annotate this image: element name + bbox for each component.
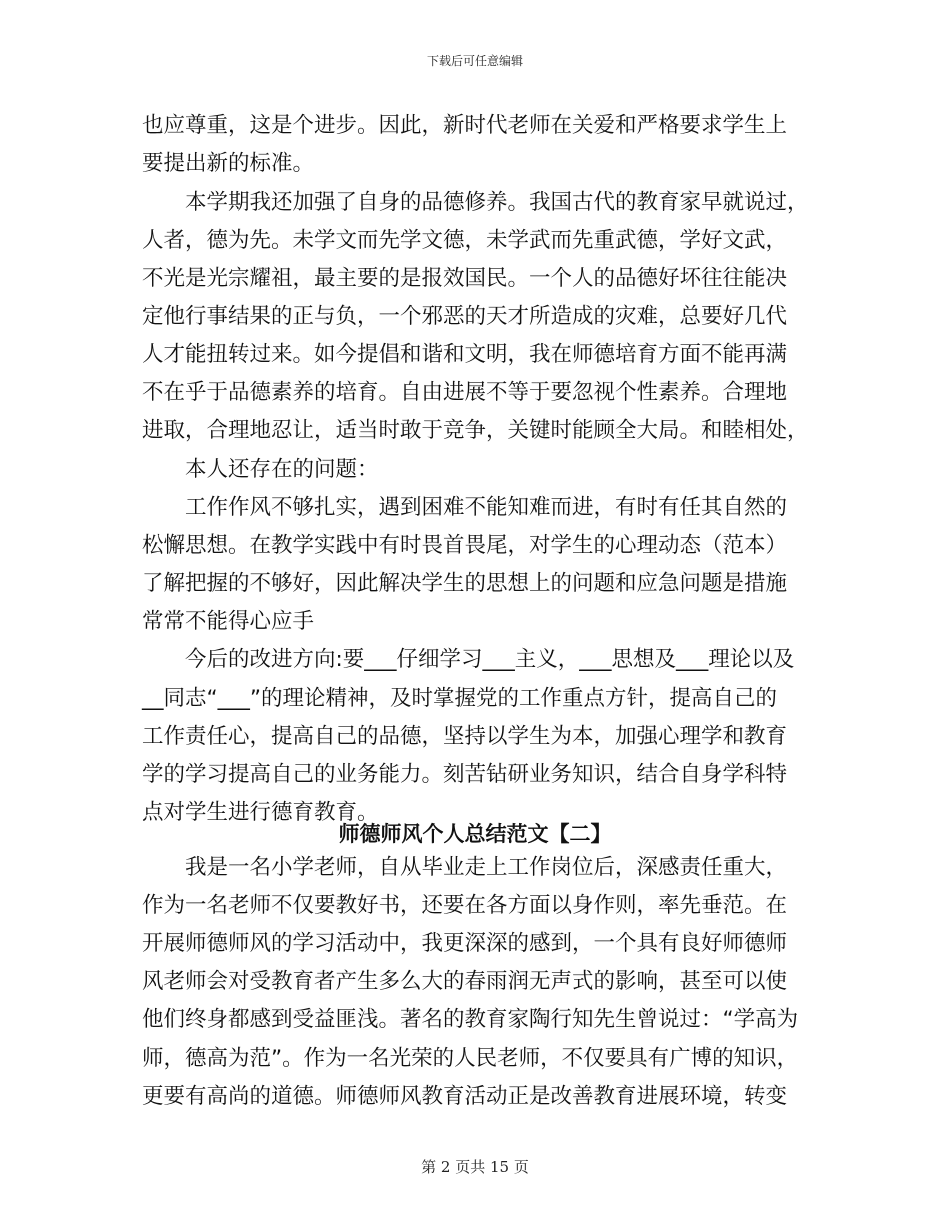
paragraph-line: 我是一名小学老师，自从毕业走上工作岗位后，深感责任重大， [185,855,788,880]
section-title: 师德师风个人总结范文【二】 [338,822,612,846]
paragraph-line: 要提出新的标准。 [142,151,315,176]
paragraph-line: 师，德高为范”。作为一名光荣的人民老师，不仅要具有广博的知识， [142,1046,799,1071]
paragraph-line: 作为一名老师不仅要教好书，还要在各方面以身作则，率先垂范。在 [142,893,788,918]
paragraph-line: 本人还存在的问题： [185,457,379,482]
paragraph-line: 本学期我还加强了自身的品德修养。我国古代的教育家早就说过， [185,190,809,215]
paragraph-line: 也应尊重，这是个进步。因此，新时代老师在关爱和严格要求学生上 [142,113,788,138]
paragraph-line: 风老师会对受教育者产生多么大的春雨润无声式的影响，甚至可以使 [142,969,788,994]
paragraph-line: 工作作风不够扎实，遇到困难不能知难而进，有时有任其自然的 [185,495,788,520]
paragraph-line: 了解把握的不够好，因此解决学生的思想上的问题和应急问题是措施 [142,571,788,596]
paragraph-line: 今后的改进方向:要___仔细学习___主义，___思想及___理论以及 [185,647,795,672]
paragraph-line: 定他行事结果的正与负，一个邪恶的天才所造成的灾难，总要好几代 [142,304,788,329]
page-header: 下载后可任意编辑 [426,54,523,68]
paragraph-line: 进取，合理地忍让，适当时敢于竞争，关键时能顾全大局。和睦相处， [142,418,809,443]
paragraph-line: 不光是光宗耀祖，最主要的是报效国民。一个人的品德好坏往往能决 [142,266,788,291]
paragraph-line: 更要有高尚的道德。师德师风教育活动正是改善教育进展环境，转变 [142,1084,788,1109]
paragraph-line: 不在乎于品德素养的培育。自由进展不等于要忽视个性素养。合理地 [142,380,788,405]
paragraph-line: 开展师德师风的学习活动中，我更深深的感到，一个具有良好师德师 [142,931,788,956]
paragraph-line: 人才能扭转过来。如今提倡和谐和文明，我在师德培育方面不能再满 [142,342,788,367]
paragraph-line: 点对学生进行德育教育。 [142,800,379,825]
paragraph-line: __同志“___”的理论精神，及时掌握党的工作重点方针，提高自己的 [142,686,778,711]
paragraph-line: 工作责任心，提高自己的品德，坚持以学生为本，加强心理学和教育 [142,724,788,749]
page-footer: 第 2 页共 15 页 [421,1158,529,1176]
paragraph-line: 学的学习提高自己的业务能力。刻苦钻研业务知识，结合自身学科特 [142,762,788,787]
paragraph-line: 他们终身都感到受益匪浅。著名的教育家陶行知先生曾说过：“学高为 [142,1007,799,1032]
paragraph-line: 人者，德为先。未学文而先学文德，未学武而先重武德，学好文武， [142,228,788,253]
paragraph-line: 松懈思想。在教学实践中有时畏首畏尾，对学生的心理动态（范本） [142,533,788,558]
paragraph-line: 常常不能得心应手 [142,609,315,634]
